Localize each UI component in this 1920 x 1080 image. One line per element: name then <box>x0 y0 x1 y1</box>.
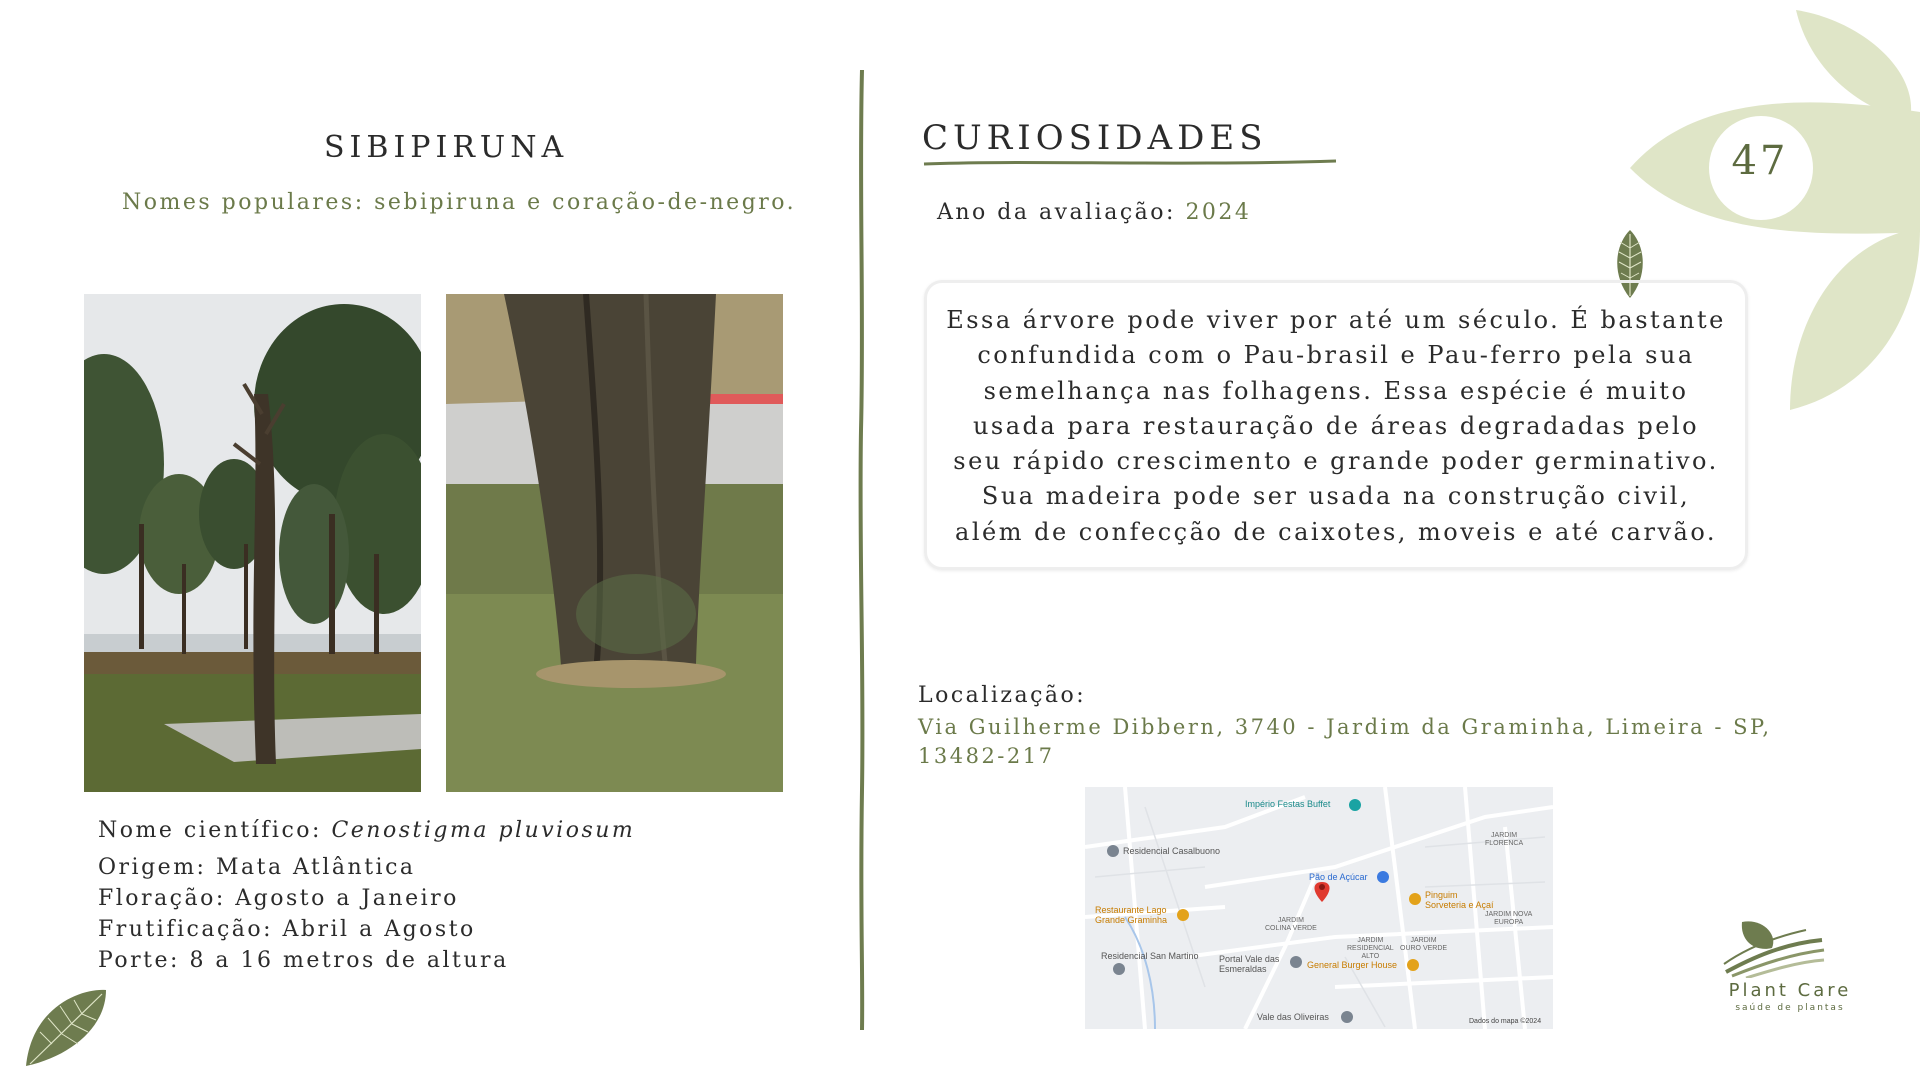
scientific-name: Cenostigma pluviosum <box>331 818 636 843</box>
popular-names: Nomes populares: sebipiruna e coração-de-negro. <box>122 190 797 215</box>
logo-tagline: saúde de plantas <box>1735 1003 1845 1013</box>
curiosity-line: confundida com o Pau-brasil e Pau-ferro pela sua <box>977 341 1695 370</box>
location-map[interactable] <box>1085 787 1553 1029</box>
map-label: General Burger House <box>1307 960 1398 970</box>
map-label: JARDIM RESIDENCIAL ALTO <box>1347 937 1394 960</box>
leaf-icon-bottom <box>22 986 112 1070</box>
scientific-name-line <box>98 818 635 843</box>
curiosity-line: semelhança nas folhagens. Essa espécie é muito <box>983 376 1689 405</box>
page-number: 47 <box>1731 138 1789 184</box>
curiosities-box <box>924 280 1748 570</box>
heading-underline <box>922 158 1338 168</box>
map-label: Pão de Açúcar <box>1309 872 1368 882</box>
curiosity-line: seu rápido crescimento e grande poder germinativo. <box>953 447 1719 476</box>
location-label: Localização: <box>918 683 1087 708</box>
map-credit: Dados do mapa ©2024 <box>1469 1018 1542 1025</box>
map-label: Vale das Oliveiras <box>1257 1012 1329 1022</box>
map-label: JARDIM FLORENCA <box>1485 832 1524 847</box>
curiosity-line: Essa árvore pode viver por até um século. É bastante <box>946 306 1726 334</box>
map-label: JARDIM NOVA EUROPA <box>1485 911 1533 926</box>
year-label: Ano da avaliação: <box>937 200 1186 225</box>
page-title: SIBIPIRUNA <box>324 130 569 165</box>
origin: Origem: Mata Atlântica <box>98 855 416 880</box>
plant-size: Porte: 8 a 16 metros de altura <box>98 948 509 973</box>
map-label: JARDIM COLINA VERDE <box>1265 917 1317 932</box>
fruiting: Frutificação: Abril a Agosto <box>98 917 476 942</box>
curiosity-line: além de confecção de caixotes, moveis e até carvão. <box>955 517 1717 546</box>
map-label: Restaurante Lago Grande Graminha <box>1095 905 1168 925</box>
map-label: JARDIM OURO VERDE <box>1400 937 1448 952</box>
tree-photo <box>84 294 421 792</box>
plant-care-logo-icon <box>1722 918 1826 978</box>
year-value: 2024 <box>1185 200 1252 225</box>
trunk-photo <box>446 294 783 792</box>
curiosity-line: usada para restauração de áreas degradadas pelo <box>972 411 1700 440</box>
location-address: Via Guilherme Dibbern, 3740 - Jardim da Graminha, Limeira - SP, 13482-217 <box>918 715 1772 768</box>
flowering: Floração: Agosto a Janeiro <box>98 886 459 911</box>
curiosities-heading: CURIOSIDADES <box>922 118 1268 158</box>
map-label: Residencial Casalbuono <box>1123 846 1221 856</box>
map-label: Portal Vale das Esmeraldas <box>1219 954 1280 974</box>
column-divider <box>856 70 868 1030</box>
logo-name: Plant Care <box>1728 980 1852 1001</box>
scientific-label: Nome científico: <box>98 818 332 843</box>
map-label: Residencial San Martino <box>1101 951 1199 961</box>
map-label: Império Festas Buffet <box>1245 799 1331 809</box>
curiosity-line: Sua madeira pode ser usada na construção civil, <box>981 482 1691 511</box>
evaluation-year <box>937 200 1251 225</box>
map-label: Pinguim Sorveteria e Açaí <box>1425 890 1494 910</box>
